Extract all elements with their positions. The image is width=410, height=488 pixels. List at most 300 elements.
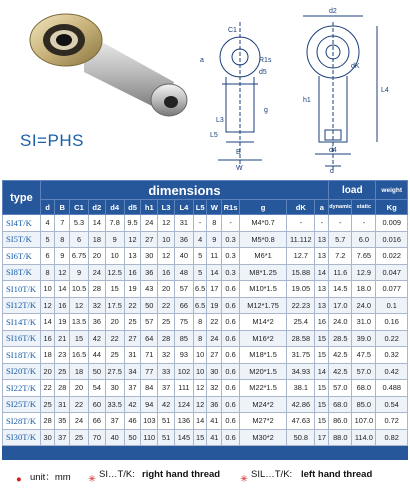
label-d5: d5	[259, 69, 267, 76]
column-header: B	[55, 200, 70, 215]
value-cell: 33.5	[105, 396, 124, 413]
column-header: Kg	[376, 200, 408, 215]
column-header: d4	[105, 200, 124, 215]
value-cell: 57	[174, 281, 193, 298]
table-row	[3, 347, 408, 364]
value-cell: 0.3	[222, 248, 240, 265]
value-cell: 18	[40, 347, 55, 364]
value-cell: 0.42	[376, 363, 408, 380]
value-cell: 15	[315, 380, 329, 397]
value-cell: 23	[55, 347, 70, 364]
table-row	[3, 297, 408, 314]
value-cell: 13	[315, 281, 329, 298]
value-cell: 27.5	[105, 363, 124, 380]
value-cell: 88.0	[329, 429, 352, 446]
value-cell: M16*2	[239, 330, 286, 347]
value-cell: 0.6	[222, 347, 240, 364]
value-cell: 28	[55, 380, 70, 397]
table-row	[3, 281, 408, 298]
type-cell: SI10T/K	[3, 281, 41, 298]
type-cell: SI20T/K	[3, 363, 41, 380]
value-cell: 5.3	[70, 215, 89, 232]
rod-end-photo	[24, 12, 199, 132]
value-cell: 124	[174, 396, 193, 413]
value-cell: 68.0	[329, 396, 352, 413]
value-cell: M6*1	[239, 248, 286, 265]
type-cell: SI18T/K	[3, 347, 41, 364]
value-cell: 18.0	[352, 281, 376, 298]
value-cell: 22	[70, 396, 89, 413]
value-cell: 64	[141, 330, 158, 347]
value-cell: 8	[207, 215, 222, 232]
value-cell: 6.5	[193, 281, 207, 298]
value-cell: 7.8	[105, 215, 124, 232]
value-cell: 0.16	[376, 314, 408, 331]
value-cell: 17	[315, 429, 329, 446]
value-cell: 31	[124, 347, 141, 364]
value-cell: 8	[40, 264, 55, 281]
value-cell: 42.86	[287, 396, 315, 413]
table-row	[3, 231, 408, 248]
value-cell: 32	[158, 347, 175, 364]
value-cell: 71	[141, 347, 158, 364]
value-cell: 36	[174, 231, 193, 248]
value-cell: 66	[88, 413, 105, 430]
value-cell: M24*2	[239, 396, 286, 413]
column-header: L3	[158, 200, 175, 215]
value-cell: 25	[70, 429, 89, 446]
value-cell: 10	[105, 248, 124, 265]
value-cell: 5	[193, 248, 207, 265]
left-thread-code: SIL…T/K:	[251, 469, 293, 480]
value-cell: 15	[70, 330, 89, 347]
value-cell: 0.22	[376, 330, 408, 347]
dimensions-table-container	[2, 180, 408, 460]
value-cell: 10	[40, 281, 55, 298]
value-cell: 6.75	[70, 248, 89, 265]
value-cell: 47.63	[287, 413, 315, 430]
value-cell: 20	[105, 314, 124, 331]
value-cell: 10.5	[70, 281, 89, 298]
type-cell: SI5T/K	[3, 231, 41, 248]
value-cell: 50	[124, 429, 141, 446]
value-cell: 77	[141, 363, 158, 380]
value-cell: 20	[40, 363, 55, 380]
value-cell: M8*1.25	[239, 264, 286, 281]
value-cell: 38.1	[287, 380, 315, 397]
value-cell: M18*1.5	[239, 347, 286, 364]
value-cell: 37	[55, 429, 70, 446]
value-cell: 0.009	[376, 215, 408, 232]
value-cell: 9	[105, 231, 124, 248]
value-cell: 33	[158, 363, 175, 380]
type-cell: SI8T/K	[3, 264, 41, 281]
value-cell: 15	[315, 396, 329, 413]
type-header: type	[3, 181, 41, 215]
value-cell: 40	[174, 248, 193, 265]
value-cell: 20	[88, 248, 105, 265]
value-cell: 9	[70, 264, 89, 281]
value-cell: M5*0.8	[239, 231, 286, 248]
value-cell: 0.6	[222, 330, 240, 347]
value-cell: 17	[207, 281, 222, 298]
value-cell: 0.016	[376, 231, 408, 248]
table-row	[3, 363, 408, 380]
value-cell: 20	[158, 281, 175, 298]
label-c1: C1	[228, 27, 237, 34]
value-cell: 7.65	[352, 248, 376, 265]
value-cell: M27*2	[239, 413, 286, 430]
value-cell: 31	[55, 396, 70, 413]
value-cell: 42	[124, 396, 141, 413]
column-header: W	[207, 200, 222, 215]
value-cell: 37	[124, 380, 141, 397]
value-cell: 12	[193, 380, 207, 397]
value-cell: 0.6	[222, 281, 240, 298]
value-cell: 27	[141, 231, 158, 248]
product-illustration-area	[0, 0, 410, 176]
label-w: W	[236, 165, 243, 172]
value-cell: 0.488	[376, 380, 408, 397]
value-cell: 0.6	[222, 429, 240, 446]
value-cell: 22	[124, 297, 141, 314]
value-cell: M10*1.5	[239, 281, 286, 298]
value-cell: 46	[124, 413, 141, 430]
value-cell: 12	[158, 215, 175, 232]
table-row	[3, 429, 408, 446]
value-cell: 28	[40, 413, 55, 430]
formula-label: SI=PHS	[20, 131, 84, 150]
value-cell: 35	[55, 413, 70, 430]
left-thread-note: left hand thread	[301, 469, 373, 480]
value-cell: 7	[55, 215, 70, 232]
column-header: L5	[193, 200, 207, 215]
column-header: static	[352, 200, 376, 215]
value-cell: 32	[207, 380, 222, 397]
value-cell: 42.5	[329, 363, 352, 380]
type-cell: SI25T/K	[3, 396, 41, 413]
value-cell: 47.5	[352, 347, 376, 364]
right-thread-note: right hand thread	[142, 469, 221, 480]
value-cell: 28.58	[287, 330, 315, 347]
value-cell: 0.6	[222, 380, 240, 397]
value-cell: 16	[40, 330, 55, 347]
table-body	[3, 215, 408, 446]
value-cell: 94	[141, 396, 158, 413]
value-cell: 6	[40, 248, 55, 265]
label-b: B	[236, 149, 241, 156]
value-cell: 0.022	[376, 248, 408, 265]
value-cell: 8	[193, 314, 207, 331]
value-cell: 36	[207, 396, 222, 413]
column-header: d2	[88, 200, 105, 215]
value-cell: 22	[207, 314, 222, 331]
value-cell: 84	[141, 380, 158, 397]
value-cell: 145	[174, 429, 193, 446]
value-cell: 12	[193, 396, 207, 413]
value-cell: 54	[88, 380, 105, 397]
value-cell: 25	[105, 347, 124, 364]
value-cell: 13	[315, 248, 329, 265]
value-cell: 17.0	[329, 297, 352, 314]
label-l4: L4	[381, 87, 389, 94]
value-cell: 60	[88, 396, 105, 413]
value-cell: 12	[124, 231, 141, 248]
type-cell: SI28T/K	[3, 413, 41, 430]
value-cell: 51	[158, 413, 175, 430]
value-cell: 19	[207, 297, 222, 314]
value-cell: M20*1.5	[239, 363, 286, 380]
value-cell: 12	[158, 248, 175, 265]
value-cell: 41	[207, 429, 222, 446]
value-cell: 6.0	[352, 231, 376, 248]
label-r1s: R1s	[259, 57, 272, 64]
value-cell: 22	[158, 297, 175, 314]
value-cell: 27	[207, 347, 222, 364]
value-cell: 44	[88, 347, 105, 364]
type-cell: SI14T/K	[3, 314, 41, 331]
label-l3: L3	[216, 117, 224, 124]
value-cell: 114.0	[352, 429, 376, 446]
value-cell: 85.0	[352, 396, 376, 413]
value-cell: 42	[158, 396, 175, 413]
type-cell: SI12T/K	[3, 297, 41, 314]
value-cell: 12	[70, 297, 89, 314]
value-cell: 15	[193, 429, 207, 446]
value-cell: 57.0	[352, 363, 376, 380]
value-cell: 9	[207, 231, 222, 248]
value-cell: 13	[124, 248, 141, 265]
value-cell: 8	[55, 231, 70, 248]
value-cell: 0.6	[222, 396, 240, 413]
value-cell: 4	[40, 215, 55, 232]
column-header: h1	[141, 200, 158, 215]
value-cell: -	[329, 215, 352, 232]
side-view-drawing	[196, 2, 276, 172]
value-cell: 14.5	[329, 281, 352, 298]
value-cell: 25.4	[287, 314, 315, 331]
value-cell: 12.5	[105, 264, 124, 281]
value-cell: 6.5	[193, 297, 207, 314]
value-cell: 0.6	[222, 314, 240, 331]
value-cell: 37	[105, 413, 124, 430]
value-cell: 31.0	[352, 314, 376, 331]
value-cell: 31	[174, 215, 193, 232]
value-cell: 36	[141, 264, 158, 281]
value-cell: 25	[158, 314, 175, 331]
value-cell: 20	[70, 380, 89, 397]
value-cell: 86.0	[329, 413, 352, 430]
value-cell: 93	[174, 347, 193, 364]
value-cell: 12.7	[287, 248, 315, 265]
value-cell: M14*2	[239, 314, 286, 331]
value-cell: 0.077	[376, 281, 408, 298]
table-row	[3, 413, 408, 430]
value-cell: 0.1	[376, 297, 408, 314]
value-cell: 17.5	[105, 297, 124, 314]
value-cell: 0.6	[222, 363, 240, 380]
value-cell: 13	[315, 297, 329, 314]
value-cell: 57.0	[329, 380, 352, 397]
value-cell: 9.5	[124, 215, 141, 232]
value-cell: 24.0	[329, 314, 352, 331]
dimensions-table	[2, 180, 408, 446]
column-header: L4	[174, 200, 193, 215]
label-g: g	[264, 107, 268, 114]
label-l5: L5	[210, 132, 218, 139]
value-cell: 75	[174, 314, 193, 331]
column-header: d5	[124, 200, 141, 215]
value-cell: 41	[207, 413, 222, 430]
value-cell: 102	[174, 363, 193, 380]
type-cell: SI6T/K	[3, 248, 41, 265]
value-cell: 16.5	[70, 347, 89, 364]
value-cell: 70	[88, 429, 105, 446]
value-cell: 15	[315, 413, 329, 430]
value-cell: 18	[70, 363, 89, 380]
value-cell: 28	[158, 330, 175, 347]
value-cell: 27	[124, 330, 141, 347]
table-row	[3, 330, 408, 347]
table-row	[3, 314, 408, 331]
value-cell: 11.6	[329, 264, 352, 281]
value-cell: 15	[315, 347, 329, 364]
table-row	[3, 215, 408, 232]
value-cell: 24	[141, 215, 158, 232]
value-cell: 25	[55, 363, 70, 380]
unit-note: unit：mm	[30, 472, 71, 483]
weight-header: weight	[376, 181, 408, 200]
type-cell: SI22T/K	[3, 380, 41, 397]
table-row	[3, 264, 408, 281]
value-cell: 14	[193, 413, 207, 430]
value-cell: M30*2	[239, 429, 286, 446]
value-cell: -	[287, 215, 315, 232]
value-cell: 22	[105, 330, 124, 347]
value-cell: 50	[141, 297, 158, 314]
value-cell: 50	[88, 363, 105, 380]
value-cell: 13.5	[70, 314, 89, 331]
value-cell: 34	[124, 363, 141, 380]
value-cell: 5	[193, 264, 207, 281]
value-cell: 11.112	[287, 231, 315, 248]
value-cell: 30	[141, 248, 158, 265]
type-cell: SI4T/K	[3, 215, 41, 232]
value-cell: 43	[141, 281, 158, 298]
right-thread-code: SI…T/K:	[99, 469, 135, 480]
value-cell: 0.72	[376, 413, 408, 430]
value-cell: 0.6	[222, 297, 240, 314]
value-cell: 30	[207, 363, 222, 380]
value-cell: 37	[158, 380, 175, 397]
value-cell: 30	[40, 429, 55, 446]
value-cell: 14	[207, 264, 222, 281]
value-cell: 57	[141, 314, 158, 331]
value-cell: 25	[124, 314, 141, 331]
value-cell: 5.7	[329, 231, 352, 248]
value-cell: 9	[55, 248, 70, 265]
value-cell: 14	[40, 314, 55, 331]
value-cell: 34.93	[287, 363, 315, 380]
footer-notes: ● unit：mm ✳ SI…T/K: right hand thread ✳ SIL…T/K: left hand thread	[16, 469, 373, 485]
value-cell: 111	[174, 380, 193, 397]
value-cell: 51	[158, 429, 175, 446]
value-cell: 16	[55, 297, 70, 314]
value-cell: 7.2	[329, 248, 352, 265]
label-dk: dK	[351, 63, 360, 70]
column-header: dK	[287, 200, 315, 215]
value-cell: 40	[105, 429, 124, 446]
column-header: dynamic	[329, 200, 352, 215]
type-cell: SI30T/K	[3, 429, 41, 446]
value-cell: 16	[158, 264, 175, 281]
dimensions-header: dimensions	[40, 181, 328, 200]
value-cell: 19.05	[287, 281, 315, 298]
value-cell: -	[315, 215, 329, 232]
value-cell: 31.75	[287, 347, 315, 364]
value-cell: 0.82	[376, 429, 408, 446]
value-cell: 13	[315, 231, 329, 248]
value-cell: 12	[40, 297, 55, 314]
column-header: d	[40, 200, 55, 215]
column-header-row	[3, 200, 408, 215]
value-cell: 39.0	[352, 330, 376, 347]
value-cell: 42	[88, 330, 105, 347]
value-cell: -	[193, 215, 207, 232]
table-row	[3, 380, 408, 397]
value-cell: 28.5	[329, 330, 352, 347]
value-cell: 19	[124, 281, 141, 298]
value-cell: 50.8	[287, 429, 315, 446]
value-cell: 5	[40, 231, 55, 248]
value-cell: 42.5	[329, 347, 352, 364]
value-cell: 14	[55, 281, 70, 298]
value-cell: 8	[193, 330, 207, 347]
value-cell: 15	[105, 281, 124, 298]
value-cell: 28	[88, 281, 105, 298]
value-cell: 16	[124, 264, 141, 281]
value-cell: M12*1.75	[239, 297, 286, 314]
value-cell: 14	[315, 264, 329, 281]
value-cell: 36	[88, 314, 105, 331]
column-header: a	[315, 200, 329, 215]
value-cell: 14	[88, 215, 105, 232]
value-cell: 85	[174, 330, 193, 347]
label-h1: h1	[303, 97, 311, 104]
value-cell: 19	[55, 314, 70, 331]
value-cell: 107.0	[352, 413, 376, 430]
label-a: a	[200, 57, 204, 64]
value-cell: 10	[193, 363, 207, 380]
value-cell: 11	[207, 248, 222, 265]
value-cell: 24	[88, 264, 105, 281]
load-header: load	[329, 181, 376, 200]
value-cell: 10	[193, 347, 207, 364]
value-cell: 22	[40, 380, 55, 397]
value-cell: 4	[193, 231, 207, 248]
value-cell: 24	[207, 330, 222, 347]
label-d: d	[330, 168, 334, 174]
value-cell: 66	[174, 297, 193, 314]
table-row	[3, 248, 408, 265]
value-cell: 68.0	[352, 380, 376, 397]
value-cell: 0.3	[222, 231, 240, 248]
value-cell: -	[352, 215, 376, 232]
value-cell: 21	[55, 330, 70, 347]
value-cell: 25	[40, 396, 55, 413]
value-cell: 18	[88, 231, 105, 248]
column-header: C1	[70, 200, 89, 215]
